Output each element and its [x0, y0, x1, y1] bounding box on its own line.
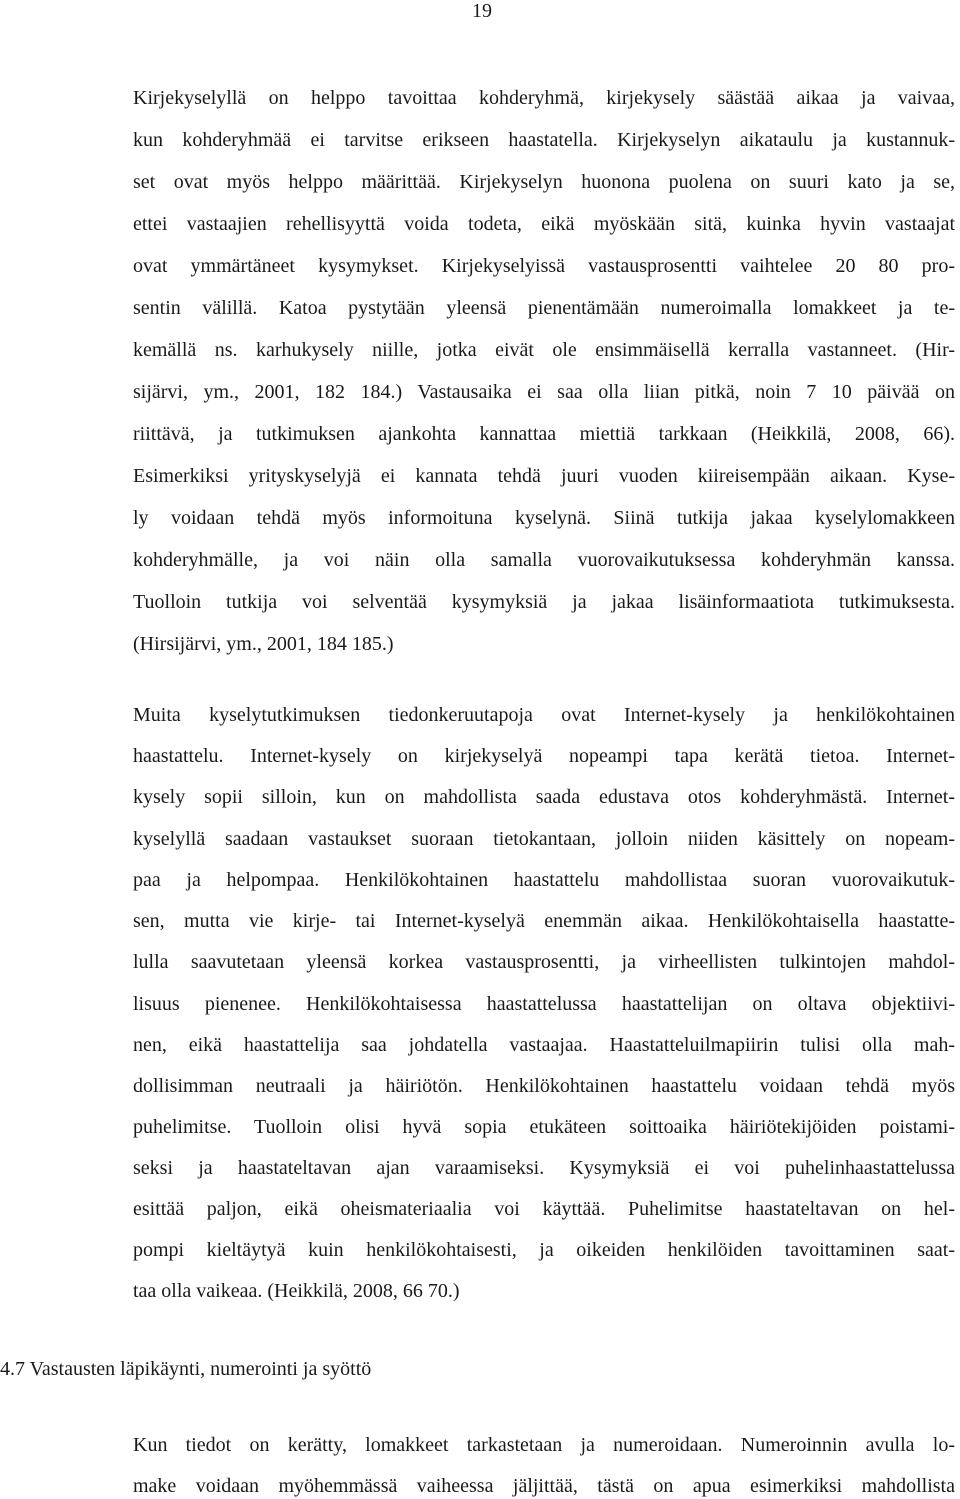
paragraph-line: kemällä ns. karhukysely niille, jotka eivät ole ensimmäisellä kerralla vastanneet. (Hir- [133, 339, 955, 361]
paragraph-line: Muita kyselytutkimuksen tiedonkeruutapoja ovat Internet-kysely ja henkilökohtainen [133, 704, 955, 726]
paragraph-line: riittävä, ja tutkimuksen ajankohta kannattaa miettiä tarkkaan (Heikkilä, 2008, 66). [133, 423, 955, 445]
paragraph-line: sen, mutta vie kirje- tai Internet-kyselyä enemmän aikaa. Henkilökohtaisella haastatte- [133, 910, 955, 932]
paragraph-line: ovat ymmärtäneet kysymykset. Kirjekyselyissä vastausprosentti vaihtelee 20 80 pro- [133, 255, 955, 277]
paragraph-line: ly voidaan tehdä myös informoituna kyselynä. Siinä tutkija jakaa kyselylomakkeen [133, 507, 955, 529]
paragraph-line: taa olla vaikeaa. (Heikkilä, 2008, 66 70.) [133, 1280, 460, 1302]
paragraph-line: lisuus pienenee. Henkilökohtaisessa haastattelussa haastattelijan on oltava objektiivi- [133, 993, 955, 1015]
paragraph-line: make voidaan myöhemmässä vaiheessa jäljittää, tästä on apua esimerkiksi mahdollista [133, 1475, 955, 1497]
paragraph-line: set ovat myös helppo määrittää. Kirjekyselyn huonona puolena on suuri kato ja se, [133, 171, 955, 193]
paragraph-line: nen, eikä haastattelija saa johdatella vastaajaa. Haastatteluilmapiirin tulisi olla mah- [133, 1034, 955, 1056]
paragraph-line: sentin välillä. Katoa pystytään yleensä pienentämään numeroimalla lomakkeet ja te- [133, 297, 955, 319]
section-heading: 4.7 Vastausten läpikäynti, numerointi ja syöttö [0, 1358, 372, 1380]
paragraph-line: (Hirsijärvi, ym., 2001, 184 185.) [133, 633, 394, 655]
paragraph-line: ettei vastaajien rehellisyyttä voida todeta, eikä myöskään sitä, kuinka hyvin vastaajat [133, 213, 955, 235]
paragraph-line: sijärvi, ym., 2001, 182 184.) Vastausaika ei saa olla liian pitkä, noin 7 10 päivää on [133, 381, 955, 403]
paragraph-line: kohderyhmälle, ja voi näin olla samalla vuorovaikutuksessa kohderyhmän kanssa. [133, 549, 955, 571]
paragraph-line: kyselyllä saadaan vastaukset suoraan tietokantaan, jolloin niiden käsittely on nopeam- [133, 828, 955, 850]
paragraph-line: puhelimitse. Tuolloin olisi hyvä sopia etukäteen soittoaika häiriötekijöiden poistami- [133, 1116, 955, 1138]
paragraph-line: Esimerkiksi yrityskyselyjä ei kannata tehdä juuri vuoden kiireisempään aikaan. Kyse- [133, 465, 955, 487]
paragraph-line: esittää paljon, eikä oheismateriaalia voi käyttää. Puhelimitse haastateltavan on hel- [133, 1198, 955, 1220]
paragraph-line: kun kohderyhmää ei tarvitse erikseen haastatella. Kirjekyselyn aikataulu ja kustannuk- [133, 129, 955, 151]
paragraph-line: Tuolloin tutkija voi selventää kysymyksiä ja jakaa lisäinformaatiota tutkimuksesta. [133, 591, 955, 613]
paragraph-line: dollisimman neutraali ja häiriötön. Henkilökohtainen haastattelu voidaan tehdä myös [133, 1075, 955, 1097]
paragraph-line: pompi kieltäytyä kuin henkilökohtaisesti, ja oikeiden henkilöiden tavoittaminen saat- [133, 1239, 955, 1261]
paragraph-line: lulla saavutetaan yleensä korkea vastausprosentti, ja virheellisten tulkintojen mahdol- [133, 951, 955, 973]
page-number: 19 [472, 0, 492, 22]
paragraph-line: haastattelu. Internet-kysely on kirjekyselyä nopeampi tapa kerätä tietoa. Internet- [133, 745, 955, 767]
paragraph-line: seksi ja haastateltavan ajan varaamiseksi. Kysymyksiä ei voi puhelinhaastattelussa [133, 1157, 955, 1179]
paragraph-line: kysely sopii silloin, kun on mahdollista saada edustava otos kohderyhmästä. Internet- [133, 786, 955, 808]
paragraph-line: Kirjekyselyllä on helppo tavoittaa kohderyhmä, kirjekysely säästää aikaa ja vaivaa, [133, 87, 955, 109]
paragraph-line: Kun tiedot on kerätty, lomakkeet tarkastetaan ja numeroidaan. Numeroinnin avulla lo- [133, 1434, 955, 1456]
paragraph-line: paa ja helpompaa. Henkilökohtainen haastattelu mahdollistaa suoran vuorovaikutuk- [133, 869, 955, 891]
